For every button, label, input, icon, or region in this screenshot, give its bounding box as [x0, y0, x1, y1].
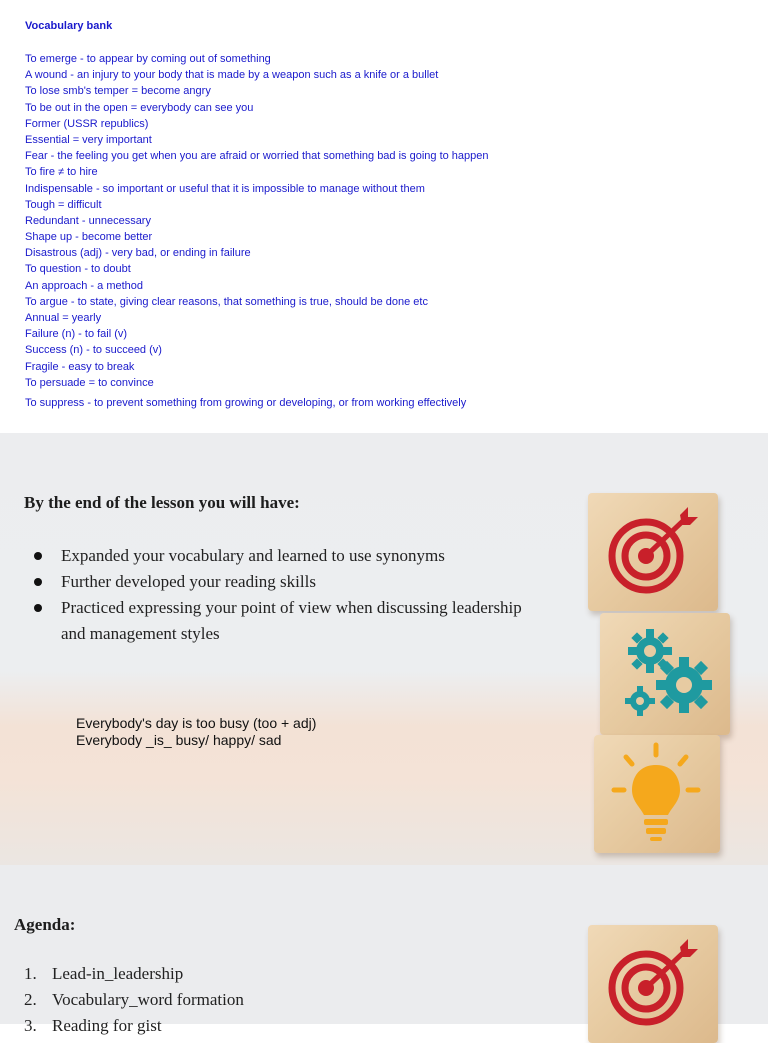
- agenda-item: [24, 1013, 244, 1039]
- vocabulary-title: Vocabulary bank: [25, 20, 113, 32]
- grammar-note: [76, 715, 316, 749]
- agenda-slide: [0, 865, 768, 1035]
- grammar-note-line: Everybody's day is too busy (too + adj): [76, 715, 317, 731]
- vocab-item: An approach - a method: [25, 279, 144, 292]
- target-block: [588, 493, 718, 611]
- vocab-item: Essential = very important: [25, 133, 152, 146]
- target-block: [588, 925, 718, 1043]
- agenda-heading: Agenda:: [14, 915, 76, 934]
- objectives-slide: [0, 433, 768, 865]
- target-icon: [588, 925, 718, 1043]
- vocab-item: To argue - to state, giving clear reasons, that something is true, should be done etc: [25, 295, 428, 308]
- vocab-item: Failure (n) - to fail (v): [25, 328, 128, 341]
- vocab-item: Disastrous (adj) - very bad, or ending in failure: [25, 247, 251, 260]
- vocab-item: Annual = yearly: [25, 312, 102, 324]
- vocab-item: Former (USSR republics): [25, 117, 149, 130]
- vocab-item: To persuade = to convince: [25, 376, 154, 389]
- vocab-item: Tough = difficult: [25, 198, 102, 211]
- objective-item: Further developed your reading skills: [30, 569, 530, 595]
- vocab-item: Success (n) - to succeed (v): [25, 344, 162, 357]
- vocab-item: A wound - an injury to your body that is made by a weapon such as a knife or a bullet: [25, 69, 439, 82]
- agenda-item-text: Reading for gist: [52, 1016, 162, 1035]
- objectives-heading: By the end of the lesson you will have:: [24, 493, 300, 512]
- agenda-item-text: Lead-in_leadership: [52, 964, 184, 983]
- vocab-item: To fire ≠ to hire: [25, 166, 98, 179]
- target-icon: [588, 493, 718, 611]
- vocab-item: Redundant - unnecessary: [25, 214, 151, 227]
- vocabulary-list: [25, 53, 489, 413]
- agenda-item-number: 1.: [24, 964, 37, 983]
- vocab-item: To lose smb's temper = become angry: [25, 85, 211, 98]
- agenda-item: [24, 987, 244, 1013]
- lightbulb-block: [594, 735, 720, 853]
- gears-icon: [600, 613, 730, 735]
- grammar-note-line: Everybody _is_ busy/ happy/ sad: [76, 732, 282, 748]
- vocab-item: To suppress - to prevent something from growing or developing, or from working effectively: [25, 396, 467, 409]
- vocabulary-slide: [0, 0, 768, 433]
- agenda-list: [24, 961, 244, 1039]
- agenda-item-text: Vocabulary_word formation: [52, 990, 244, 1009]
- vocab-item: Fragile - easy to break: [25, 360, 135, 373]
- lightbulb-icon: [594, 735, 720, 853]
- vocab-item: To be out in the open = everybody can see you: [25, 101, 254, 114]
- vocab-item: Fear - the feeling you get when you are afraid or worried that something bad is going to happen: [25, 150, 489, 163]
- vocab-item: To question - to doubt: [25, 263, 131, 276]
- vocab-item: Indispensable - so important or useful that it is impossible to manage without them: [25, 182, 425, 195]
- agenda-item-number: 3.: [24, 1016, 37, 1035]
- agenda-item-number: 2.: [24, 990, 37, 1009]
- objective-item: Practiced expressing your point of view when discussing leadership and management styles: [30, 595, 530, 647]
- vocab-item: Shape up - become better: [25, 231, 153, 244]
- objectives-list: [30, 543, 530, 647]
- vocab-item: To emerge - to appear by coming out of something: [25, 53, 271, 65]
- gears-block: [600, 613, 730, 735]
- agenda-item: [24, 961, 244, 987]
- objective-item: Expanded your vocabulary and learned to use synonyms: [30, 543, 530, 569]
